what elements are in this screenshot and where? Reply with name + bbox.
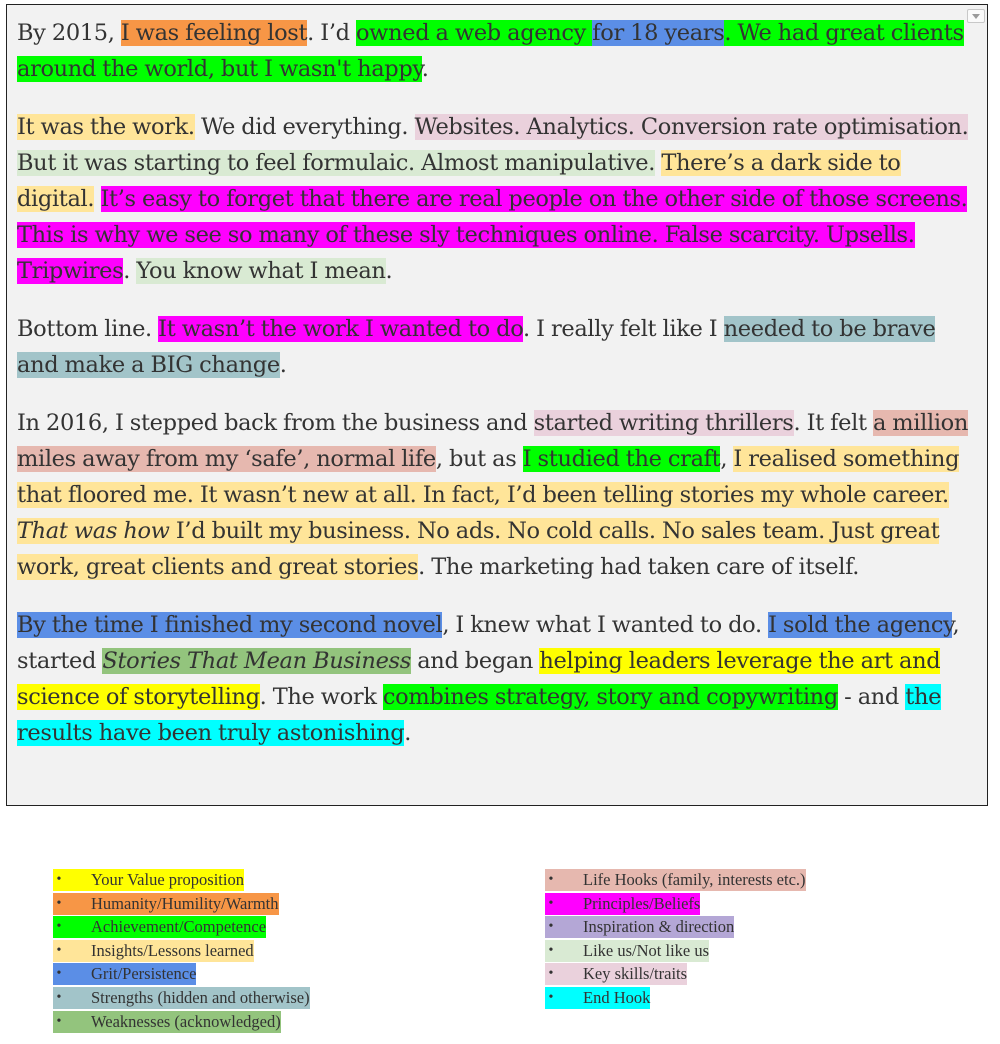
highlight-weaknesses: Stories That Mean Business (102, 648, 411, 674)
highlight-insights: I realised something that floored me. It wasn’t new at all. In fact, I’d been telling stories my whole career. (17, 446, 960, 508)
legend-label: Weaknesses (acknowledged) (91, 1011, 281, 1031)
highlight-insights: That was how (17, 518, 170, 544)
dropdown-toggle[interactable] (967, 9, 985, 23)
bullet-icon: • (56, 895, 62, 911)
plain-text: By 2015, (17, 20, 121, 46)
plain-text: . (404, 720, 412, 746)
plain-text: . The marketing had taken care of itself. (418, 554, 860, 580)
bullet-icon: • (548, 919, 554, 935)
bullet-icon: • (56, 966, 62, 982)
plain-text: . It felt (793, 410, 873, 436)
highlight-grit: I sold the agency (768, 612, 953, 638)
highlight-grit: By the time I finished my second novel (17, 612, 443, 638)
highlight-insights: It was the work. (17, 114, 195, 140)
paragraph (17, 405, 975, 585)
highlight-achievement: I studied the craft (522, 446, 721, 472)
bullet-icon: • (548, 966, 554, 982)
highlight-principles: It’s easy to forget that there are real people on the other side of those screens. This is why we see so many of these sly techniques online. False scarcity. Upsells. Tripwires (17, 186, 968, 284)
bullet-icon: • (548, 872, 554, 887)
plain-text: In 2016, I stepped back from the business and (17, 410, 534, 436)
bullet-icon: • (56, 989, 62, 1005)
highlight-key-skills: Websites. Analytics. Conversion rate optimisation. (414, 114, 969, 140)
highlight-end-hook: the results have been truly astonishing (17, 684, 942, 746)
bullet-icon: • (56, 1013, 62, 1029)
paragraph (17, 311, 975, 383)
legend-label: Your Value proposition (91, 870, 244, 889)
legend-label: Inspiration & direction (583, 917, 735, 937)
legend-label: Principles/Beliefs (583, 893, 701, 913)
plain-text: . The work (259, 684, 383, 710)
highlight-principles: It wasn’t the work I wanted to do (158, 316, 524, 342)
highlight-like-us: But it was starting to feel formulaic. Almost manipulative. (17, 150, 656, 176)
bullet-icon: • (56, 919, 62, 935)
highlight-key-skills: started writing thrillers (533, 410, 794, 436)
plain-text: . I really felt like I (523, 316, 724, 342)
plain-text: , (720, 446, 734, 472)
highlight-insights: I’d built my business. No ads. No cold calls. No sales team. Just great work, great clients and great stories (17, 518, 940, 580)
plain-text: Bottom line. (17, 316, 159, 342)
paragraph (17, 607, 975, 751)
plain-text: , but as (435, 446, 523, 472)
legend-label: Life Hooks (family, interests etc.) (583, 870, 806, 889)
highlight-humanity: I was feeling lost (120, 20, 308, 46)
highlight-grit: for 18 years (592, 20, 725, 46)
legend-label: Insights/Lessons learned (91, 940, 254, 960)
plain-text: . (421, 56, 429, 82)
bullet-icon: • (548, 895, 554, 911)
legend-label: Key skills/traits (583, 964, 688, 984)
plain-text: , I knew what I wanted to do. (442, 612, 769, 638)
story-text (17, 15, 975, 751)
legend-label: Humanity/Humility/Warmth (91, 893, 279, 913)
bullet-icon: • (56, 942, 62, 958)
plain-text: . (123, 258, 137, 284)
plain-text: . I’d (307, 20, 356, 46)
chevron-down-icon (972, 14, 980, 19)
bullet-icon: • (56, 872, 62, 887)
plain-text (94, 186, 100, 212)
paragraph (17, 109, 975, 289)
plain-text: We did everything. (194, 114, 415, 140)
highlight-achievement: owned a web agency (355, 20, 593, 46)
highlight-like-us: You know what I mean (136, 258, 386, 284)
highlight-strengths: needed to be brave and make a BIG change (17, 316, 936, 378)
highlight-insights: There’s a dark side to digital. (17, 150, 901, 212)
highlight-value-proposition: helping leaders leverage the art and science of storytelling (17, 648, 941, 710)
plain-text: - and (837, 684, 906, 710)
document-text-box[interactable] (6, 4, 988, 806)
plain-text: . (279, 352, 287, 378)
plain-text: , started (17, 612, 960, 674)
paragraph (17, 15, 975, 87)
plain-text: and began (410, 648, 540, 674)
highlight-achievement: combines strategy, story and copywriting (382, 684, 838, 710)
legend-label: Grit/Persistence (91, 964, 197, 984)
bullet-icon: • (548, 942, 554, 958)
legend-label: End Hook (583, 987, 651, 1007)
legend-label: Strengths (hidden and otherwise) (91, 987, 310, 1007)
highlight-achievement: . We had great clients around the world, but I wasn't happy (17, 20, 964, 82)
plain-text: . (385, 258, 393, 284)
bullet-icon: • (548, 989, 554, 1005)
legend-label: Achievement/Competence (91, 917, 267, 937)
legend-label: Like us/Not like us (583, 940, 710, 960)
highlight-life-hooks: a million miles away from my ‘safe’, normal life (17, 410, 969, 472)
